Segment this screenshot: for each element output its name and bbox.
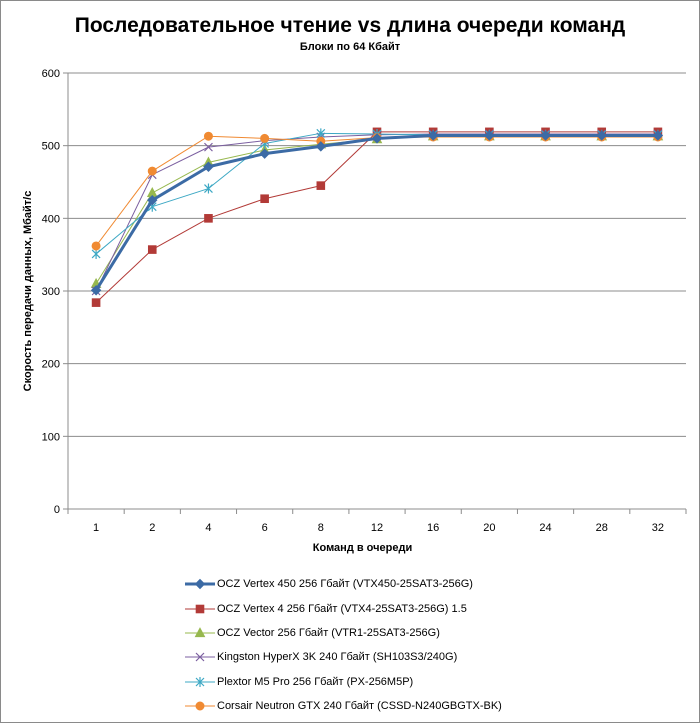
y-tick-label: 0	[53, 504, 60, 516]
legend-label: Kingston HyperX 3K 240 Гбайт (SH103S3/240G)	[217, 651, 458, 663]
data-point	[317, 182, 325, 190]
legend-marker	[196, 702, 204, 710]
legend-item	[183, 574, 533, 594]
legend-marker	[196, 605, 204, 613]
series-group	[92, 128, 663, 306]
gridlines	[68, 73, 686, 436]
x-tick-label: 1	[93, 522, 100, 534]
legend-label: OCZ Vertex 450 256 Гбайт (VTX450-25SAT3-256G)	[217, 578, 473, 590]
data-point	[204, 132, 212, 140]
legend	[183, 568, 533, 718]
y-tick-label: 400	[41, 213, 60, 226]
series-line	[96, 133, 658, 254]
legend-swatch	[183, 650, 217, 664]
data-point	[204, 184, 212, 194]
series-line	[96, 132, 658, 303]
y-tick-label: 100	[41, 431, 60, 444]
data-point	[261, 134, 269, 142]
series-line	[96, 134, 658, 291]
x-tick-label: 20	[483, 522, 496, 534]
series-line	[96, 135, 658, 290]
x-tick-label: 2	[149, 522, 156, 534]
y-tick-label: 500	[41, 140, 60, 153]
data-point	[92, 299, 100, 307]
series-6	[92, 132, 662, 250]
x-tick-label: 8	[317, 522, 324, 534]
axes	[42, 68, 686, 534]
legend-swatch	[183, 675, 217, 689]
legend-label: OCZ Vertex 4 256 Гбайт (VTX4-25SAT3-256G) 1.5	[217, 603, 467, 615]
legend-item	[183, 696, 533, 716]
series-3	[92, 131, 663, 287]
y-tick-label: 300	[41, 286, 60, 298]
x-tick-label: 16	[427, 522, 440, 534]
legend-item	[183, 647, 533, 667]
legend-item	[183, 599, 533, 619]
series-line	[96, 136, 658, 284]
data-point	[148, 246, 156, 254]
x-tick-label: 4	[205, 522, 212, 534]
legend-swatch	[183, 626, 217, 640]
legend-label: OCZ Vector 256 Гбайт (VTR1-25SAT3-256G)	[217, 627, 440, 639]
chart-title: Последовательное чтение vs длина очереди команд	[74, 14, 626, 37]
data-point	[205, 215, 213, 223]
legend-swatch	[183, 602, 217, 616]
series-5	[92, 128, 662, 259]
data-point	[261, 195, 269, 203]
series-4	[92, 130, 662, 295]
legend-swatch	[183, 577, 217, 591]
y-tick-label: 200	[41, 358, 60, 371]
y-axis-label: Скорость передачи данных, Мбайт/с	[22, 190, 34, 392]
x-axis-label: Команд в очереди	[312, 542, 413, 554]
y-tick-label: 600	[41, 68, 60, 80]
x-tick-label: 32	[651, 522, 665, 534]
legend-marker	[196, 580, 205, 589]
x-tick-label: 6	[261, 522, 268, 534]
legend-item	[183, 623, 533, 643]
data-point	[92, 242, 100, 250]
data-point	[148, 167, 156, 175]
legend-marker	[196, 628, 205, 636]
x-tick-label: 28	[595, 522, 608, 534]
chart-subtitle: Блоки по 64 Кбайт	[299, 41, 401, 53]
legend-label: Corsair Neutron GTX 240 Гбайт (CSSD-N240GBGTX-BK)	[217, 700, 502, 712]
series-line	[96, 136, 658, 246]
x-tick-label: 12	[370, 522, 384, 534]
x-tick-label: 24	[539, 522, 552, 534]
legend-label: Plextor M5 Pro 256 Гбайт (PX-256M5P)	[217, 676, 414, 688]
legend-item	[183, 672, 533, 692]
legend-swatch	[183, 699, 217, 713]
